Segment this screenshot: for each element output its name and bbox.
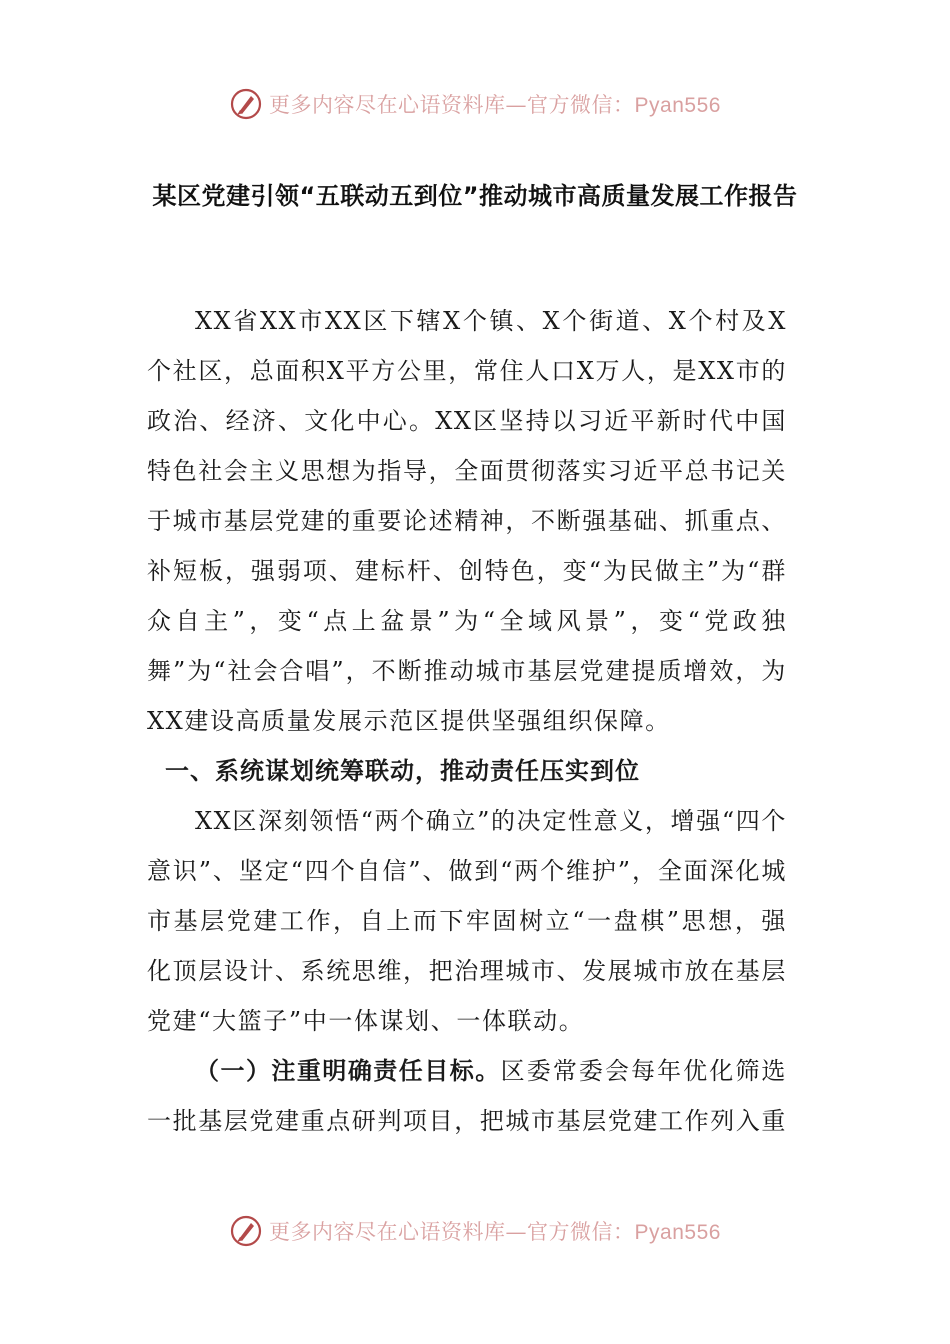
subsection-lead: （一）注重明确责任目标。 — [195, 1057, 501, 1085]
pen-nib-icon — [229, 1214, 263, 1248]
footer-banner — [0, 1211, 950, 1251]
banner-label: 更多内容尽在心语资料库—官方微信： — [269, 1220, 635, 1244]
header-banner — [0, 84, 950, 124]
banner-text — [269, 89, 721, 119]
section-paragraph: XX区深刻领悟“两个确立”的决定性意义，增强“四个意识”、坚定“四个自信”、做到“两个维护”，全面深化城市基层党建工作，自上而下牢固树立“一盘棋”思想，强化顶层设计、系统思维，把治理城市、发展城市放在基层党建“大篮子”中一体谋划、一体联动。 — [147, 807, 787, 1035]
section-heading: 一、系统谋划统筹联动，推动责任压实到位 — [165, 757, 640, 785]
banner-label: 更多内容尽在心语资料库—官方微信： — [269, 93, 635, 117]
pen-nib-icon — [229, 87, 263, 121]
intro-paragraph: XX省XX市XX区下辖X个镇、X个街道、X个村及X个社区，总面积X平方公里，常住人口X万人，是XX市的政治、经济、文化中心。XX区坚持以习近平新时代中国特色社会主义思想为指导，全面贯彻落实习近平总书记关于城市基层党建的重要论述精神，不断强基础、抓重点、补短板，强弱项、建标杆、创特色，变“为民做主”为“群众自主”，变“点上盆景”为“全域风景”，变“党政独舞”为“社会合唱”，不断推动城市基层党建提质增效，为XX建设高质量发展示范区提供坚强组织保障。 — [147, 307, 787, 735]
banner-handle: Pyan556 — [634, 94, 721, 117]
subsection-text: 区委常委会每年优化筛选一批基层党建重点研判项目，把城市基层党建工作列入重 — [147, 1057, 787, 1135]
document-body — [147, 296, 787, 1146]
banner-handle: Pyan556 — [634, 1221, 721, 1244]
document-title: 某区党建引领“五联动五到位”推动城市高质量发展工作报告 — [152, 182, 798, 210]
banner-text — [269, 1216, 721, 1246]
subsection-paragraph — [147, 1046, 787, 1146]
